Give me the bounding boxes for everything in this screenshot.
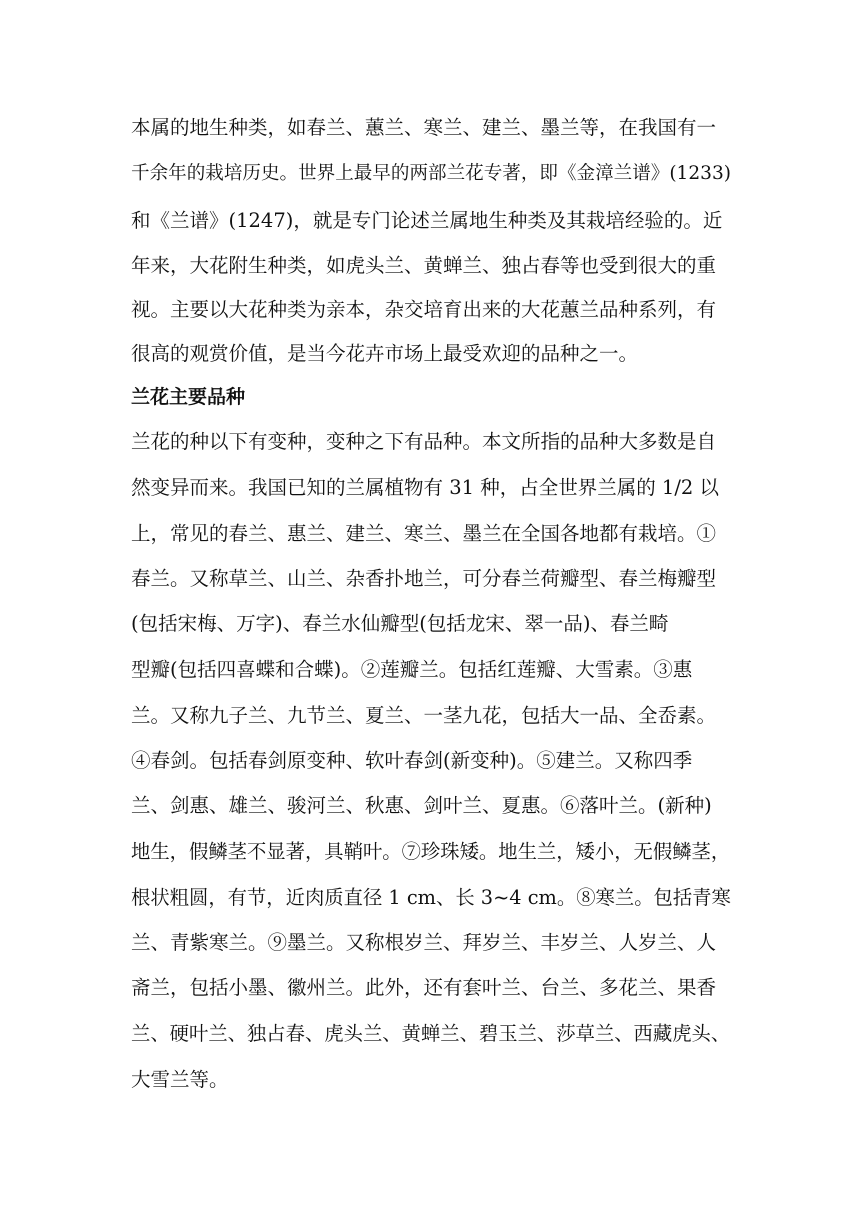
- paragraph-line: 地生，假鳞茎不显著，具鞘叶。⑦珍珠矮。地生兰，矮小，无假鳞茎，: [131, 840, 731, 863]
- paragraph-line: 大雪兰等。: [131, 1068, 229, 1091]
- paragraph-line: 兰、硬叶兰、独占春、虎头兰、黄蝉兰、碧玉兰、莎草兰、西藏虎头、: [131, 1022, 731, 1045]
- paragraph-line: 兰花的种以下有变种，变种之下有品种。本文所指的品种大多数是自: [131, 430, 717, 453]
- paragraph-line: 兰、剑惠、雄兰、骏河兰、秋惠、剑叶兰、夏惠。⑥落叶兰。(新种): [131, 794, 712, 817]
- paragraph-line: 根状粗圆，有节，近肉质直径 1 cm、长 3~4 cm。⑧寒兰。包括青寒: [131, 886, 731, 909]
- paragraph-line: (包括宋梅、万字)、春兰水仙瓣型(包括龙宋、翠一品)、春兰畸: [131, 612, 669, 635]
- paragraph-line: ④春剑。包括春剑原变种、软叶春剑(新变种)。⑤建兰。又称四季: [131, 749, 693, 772]
- paragraph-line: 上，常见的春兰、惠兰、建兰、寒兰、墨兰在全国各地都有栽培。①: [131, 522, 717, 545]
- paragraph-line: 春兰。又称草兰、山兰、杂香扑地兰，可分春兰荷瓣型、春兰梅瓣型: [131, 567, 717, 590]
- paragraph-line: 然变异而来。我国已知的兰属植物有 31 种，占全世界兰属的 1/2 以: [131, 476, 719, 499]
- paragraph-line: 兰、青紫寒兰。⑨墨兰。又称根岁兰、拜岁兰、丰岁兰、人岁兰、人: [131, 931, 717, 954]
- paragraph-line: 和《兰谱》(1247)，就是专门论述兰属地生种类及其栽培经验的。近: [131, 209, 723, 232]
- section-heading: 兰花主要品种: [131, 386, 246, 408]
- paragraph-line: 年来，大花附生种类，如虎头兰、黄蝉兰、独占春等也受到很大的重: [131, 254, 717, 277]
- paragraph-line: 本属的地生种类，如春兰、蕙兰、寒兰、建兰、墨兰等，在我国有一: [131, 116, 717, 139]
- paragraph-line: 视。主要以大花种类为亲本，杂交培育出来的大花蕙兰品种系列，有: [131, 298, 717, 321]
- paragraph-line: 兰。又称九子兰、九节兰、夏兰、一茎九花，包括大一品、全岙素。: [131, 704, 717, 727]
- paragraph-line: 型瓣(包括四喜蝶和合蝶)。②莲瓣兰。包括红莲瓣、大雪素。③惠: [131, 658, 693, 681]
- paragraph-line: 很高的观赏价值，是当今花卉市场上最受欢迎的品种之一。: [131, 342, 639, 365]
- paragraph-line: 斋兰，包括小墨、徽州兰。此外，还有套叶兰、台兰、多花兰、果香: [131, 976, 717, 999]
- paragraph-line: 千余年的栽培历史。世界上最早的两部兰花专著，即《金漳兰谱》(1233): [131, 163, 732, 184]
